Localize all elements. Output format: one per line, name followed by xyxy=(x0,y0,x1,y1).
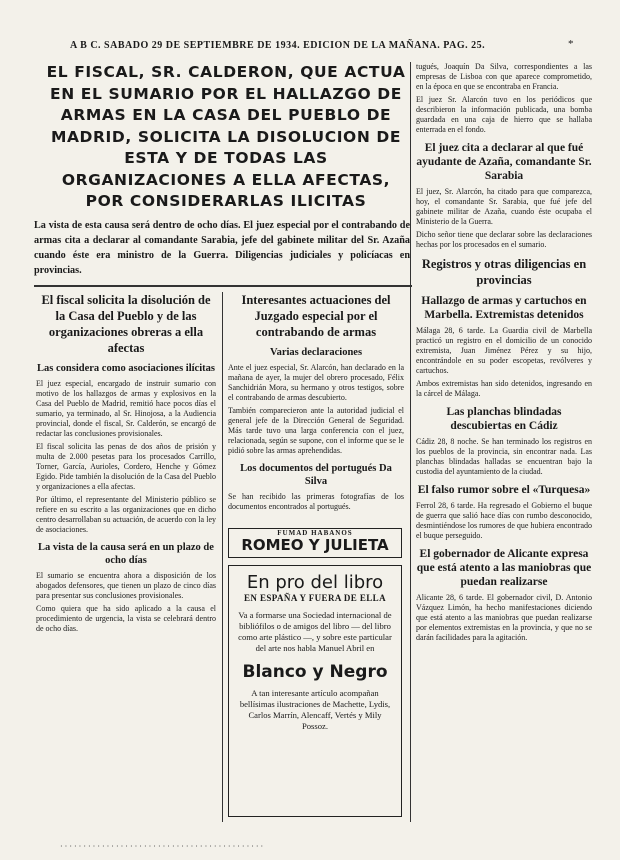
header-mark: * xyxy=(568,38,574,50)
ad2-brand: Blanco y Negro xyxy=(242,662,388,682)
ad2-text-2: A tan interesante artículo acompañan bellísimas ilustraciones de Machette, Lydis, Carlos Marrín, Alencaff, Vertés y Mily Possoz. xyxy=(239,688,391,731)
divider-vertical-1 xyxy=(222,292,223,822)
col1-paragraph-4: El sumario se encuentra ahora a disposición de los abogados defensores, que tienen un plazo de cinco días para presentar sus conclusiones provisionales. xyxy=(36,571,216,600)
col3-paragraph-7: Ferrol 28, 6 tarde. Ha regresado el Gobierno el buque de guerra que salió hace días con rumbo desconocido, desmintiéndose los rumores de que hubiera encontrado el buque perseguido. xyxy=(416,501,592,540)
ad2-subtitle: EN ESPAÑA Y FUERA DE ELLA xyxy=(244,593,386,603)
col3-paragraph-8: Alicante 28, 6 tarde. El gobernador civil, D. Antonio Vázquez Limón, ha hecho manifestaciones diciendo que está atento a las maniobras que puedan realizarse por elementos extremistas en la provincia, y que no se darán facilidades para la agitación. xyxy=(416,593,592,642)
col1-subtitle-2: La vista de la causa será en un plazo de ocho días xyxy=(38,542,214,566)
col2-paragraph-3: Se han recibido las primeras fotografías de los documentos encontrados al portugués. xyxy=(228,492,404,511)
lede-paragraph: La vista de esta causa será dentro de ocho días. El juez especial por el contrabando de armas cita a declarar al comandante Sarabia, jefe del gabinete militar del Sr. Azaña cuando éste era ministro de la Guerra. Diligencias judiciales y policíacas en provincias. xyxy=(34,220,410,276)
col3-paragraph-4: Málaga 28, 6 tarde. La Guardia civil de Marbella practicó un registro en el domicilio de un conocido extremista, Juan Jiménez Pérez y su hijo, encontrándole en su poder escopetas, revólveres y cartuchos. xyxy=(416,326,592,375)
col3-subtitle-3: Las planchas blindadas descubiertas en Cádiz xyxy=(446,406,562,432)
col2-subtitle-2: Los documentos del portugués Da Silva xyxy=(240,463,392,487)
col3-section-title: Registros y otras diligencias en provincias xyxy=(421,257,587,287)
col2-subtitle-1: Varias declaraciones xyxy=(269,347,363,358)
col3-paragraph-5: Ambos extremistas han sido detenidos, ingresando en la cárcel de Málaga. xyxy=(416,379,592,398)
ad1-tagline: FUMAD HABANOS xyxy=(277,529,353,537)
column-1 xyxy=(36,292,216,637)
col3-subtitle-2: Hallazgo de armas y cartuchos en Marbella. Extremistas detenidos xyxy=(421,295,587,321)
col3-subtitle-5: El gobernador de Alicante expresa que está atento a las maniobras que puedan realizarse xyxy=(416,548,592,588)
col3-paragraph-6: Cádiz 28, 8 noche. Se han terminado los registros en los pueblos de la provincia, sin encontrar nada. Las planchas blindadas halladas se encuentran bajo la custodia del ayuntamiento de la ciudad. xyxy=(416,437,592,476)
col1-paragraph-1: El juez especial, encargado de instruir sumario con motivo de los hallazgos de armas y explosivos en la Casa del Pueblo de Madrid, remitió hace pocos días el sumario, ya terminado, al Sr. Hinojosa, a la Audiencia provincial, donde el fiscal, Sr. Calderón, se encargó de redactar las conclusiones provisionales. xyxy=(36,379,216,438)
ad-romeo-y-julieta xyxy=(228,528,402,558)
col3-subtitle-1: El juez cita a declarar al que fué ayudante de Azaña, comandante Sr. Sarabia xyxy=(416,142,592,182)
col1-paragraph-5: Como quiera que ha sido aplicado a la causa el procedimiento de urgencia, la vista se celebrará dentro de ocho días. xyxy=(36,604,216,633)
divider-horizontal xyxy=(34,285,412,287)
col2-title: Interesantes actuaciones del Juzgado especial por el contrabando de armas xyxy=(241,293,391,339)
page-footer: · · · · · · · · · · · · · · · · · · · · · · · · · · · · · · · · · · · · · · · · · · · · xyxy=(60,842,264,851)
ad-blanco-y-negro xyxy=(228,565,402,817)
col1-paragraph-2: El fiscal solicita las penas de dos años de prisión y multa de 2.000 pesetas para los procesados Carrillo, Torner, García, Aurioles, Cordero, Henche y Gómez Egido. Pide también la disolución de la Casa del Pueblo y organizaciones a ella afectas. xyxy=(36,442,216,491)
ad1-brand: ROMEO Y JULIETA xyxy=(241,536,389,554)
column-3 xyxy=(416,62,592,646)
column-2 xyxy=(228,292,404,515)
col1-paragraph-3: Por último, el representante del Ministerio público se refiere en su escrito a las organizaciones que en dicho centro desarrollaban su actuación, de acuerdo con la ley de asociaciones. xyxy=(36,495,216,534)
divider-vertical-2 xyxy=(410,62,411,822)
page-header: A B C. SABADO 29 DE SEPTIEMBRE DE 1934. EDICION DE LA MAÑANA. PAG. 25. xyxy=(70,40,486,51)
col1-subtitle-1: Las considera como asociaciones ilícitas xyxy=(37,363,215,374)
col3-paragraph-3: Dicho señor tiene que declarar sobre las declaraciones hechas por los procesados en el sumario. xyxy=(416,230,592,249)
ad2-text: Va a formarse una Sociedad internacional de bibliófilos o de amigos del libro — del libro como arte plástico —, y sobre este particular del arte nos habla Manuel Abril en xyxy=(238,610,392,653)
col2-paragraph-1: Ante el juez especial, Sr. Alarcón, han declarado en la mañana de ayer, la mujer del obrero procesado, Félix Sanchidrián Mora, su hermano y otros testigos, sobre el contrabando de armas descubierto. xyxy=(228,363,404,402)
main-headline: EL FISCAL, SR. CALDERON, QUE ACTUA EN EL SUMARIO POR EL HALLAZGO DE ARMAS EN LA CASA DEL PUEBLO DE MADRID, SOLICITA LA DISOLUCION DE ESTA Y DE TODAS LAS ORGANIZACIONES A ELLA AFECTAS, POR CONSIDERARLAS ILICITAS xyxy=(46,63,406,210)
col3-subtitle-4: El falso rumor sobre el «Turquesa» xyxy=(417,484,591,496)
col3-paragraph-0: tugués, Joaquín Da Silva, correspondientes a las empresas de Lisboa con que aparece comprometido, en la época en que se encontraba en Francia. xyxy=(416,62,592,91)
col3-paragraph-1: El juez Sr. Alarcón tuvo en los periódicos que describieron la información publicada, una bomba guardada en una caja de hierro que se hallaba enterrada en el fondo. xyxy=(416,95,592,134)
ad2-title: En pro del libro xyxy=(246,572,384,593)
col3-paragraph-2: El juez, Sr. Alarcón, ha citado para que comparezca, hoy, el comandante Sr. Sarabia, que fué jefe del gabinete militar de Azaña, cuando éste ocupaba el Ministerio de la Guerra. xyxy=(416,187,592,226)
col2-paragraph-2: También comparecieron ante la autoridad judicial el general jefe de la Dirección General de Seguridad. Más tarde tuvo una larga conferencia con el juez, relacionada, según se supone, con el informe que se le pidió sobre las armas aprehendidas. xyxy=(228,406,404,455)
col1-title: El fiscal solicita la disolución de la Casa del Pueblo y de las organizaciones obreras a ella afectas xyxy=(41,293,211,355)
